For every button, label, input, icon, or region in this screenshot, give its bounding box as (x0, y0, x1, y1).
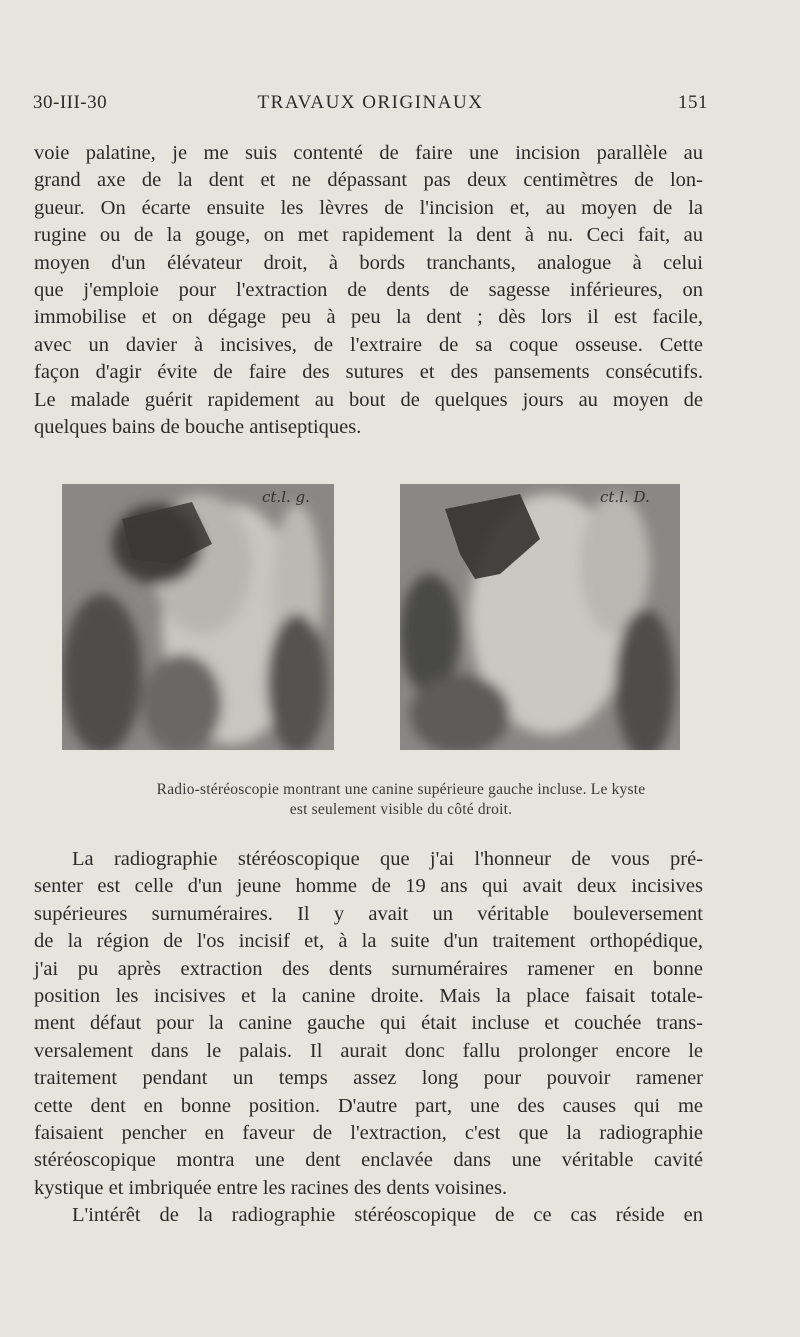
caption-line: Radio-stéréoscopie montrant une canine supérieure gauche incluse. Le kyste (156, 781, 646, 798)
handwritten-annotation-left: ct.l. g. (262, 488, 310, 506)
radiograph-left-image (62, 484, 334, 750)
text-line: gueur. On écarte ensuite les lèvres de l'incision et, au moyen de la (34, 196, 703, 219)
handwritten-annotation-right: ct.l. D. (600, 488, 650, 506)
text-line: cette dent en bonne position. D'autre part, une des causes qui me (34, 1094, 703, 1117)
text-line: senter est celle d'un jeune homme de 19 ans qui avait deux incisives (34, 875, 703, 898)
radiograph-left (62, 484, 334, 750)
paragraph-2 (34, 846, 703, 1229)
text-line: position les incisives et la canine droite. Mais la place faisait totale- (34, 984, 703, 1007)
radiograph-right (400, 484, 680, 750)
radiograph-right-image (400, 484, 680, 750)
text-line: Le malade guérit rapidement au bout de quelques jours au moyen de (34, 388, 703, 411)
stereo-radiograph-figure (60, 484, 682, 754)
figure-caption (56, 780, 746, 820)
text-line: façon d'agir évite de faire des sutures et des pansements consécutifs. (34, 361, 703, 384)
text-line: j'ai pu après extraction des dents surnuméraires ramener en bonne (34, 957, 703, 980)
text-line: versalement dans le palais. Il aurait donc fallu prolonger encore le (34, 1039, 703, 1062)
text-line: faisaient pencher en faveur de l'extraction, c'est que la radiographie (34, 1121, 703, 1144)
paragraph-1 (34, 140, 703, 441)
header-date: 30-III-30 (33, 92, 108, 113)
text-line: immobilise et on dégage peu à peu la dent ; dès lors il est facile, (34, 306, 703, 329)
text-line: de la région de l'os incisif et, à la suite d'un traitement orthopédique, (34, 930, 703, 953)
running-header (33, 92, 708, 118)
text-line: rugine ou de la gouge, on met rapidement la dent à nu. Ceci fait, au (34, 224, 703, 247)
text-line: kystique et imbriquée entre les racines des dents voisines. (34, 1176, 508, 1199)
text-line: grand axe de la dent et ne dépassant pas deux centimètres de lon- (34, 169, 703, 192)
text-line: L'intérêt de la radiographie stéréoscopique de ce cas réside en (72, 1204, 703, 1227)
text-line: voie palatine, je me suis contenté de faire une incision parallèle au (34, 142, 703, 164)
text-line: La radiographie stéréoscopique que j'ai l'honneur de vous pré- (72, 848, 703, 870)
text-line: que j'emploie pour l'extraction de dents de sagesse inférieures, on (34, 278, 703, 301)
caption-line: est seulement visible du côté droit. (289, 801, 513, 818)
header-title: TRAVAUX ORIGINAUX (257, 92, 484, 113)
text-line: moyen d'un élévateur droit, à bords tranchants, analogue à celui (34, 251, 703, 274)
text-line: supérieures surnuméraires. Il y avait un véritable bouleversement (34, 902, 703, 925)
text-line: ment défaut pour la canine gauche qui était incluse et couchée trans- (34, 1012, 703, 1035)
text-line: avec un davier à incisives, de l'extraire de sa coque osseuse. Cette (34, 333, 703, 356)
text-line: quelques bains de bouche antiseptiques. (34, 415, 362, 438)
page-number: 151 (678, 92, 708, 113)
text-line: traitement pendant un temps assez long pour pouvoir ramener (34, 1067, 703, 1090)
text-line: stéréoscopique montra une dent enclavée dans une véritable cavité (34, 1149, 703, 1172)
